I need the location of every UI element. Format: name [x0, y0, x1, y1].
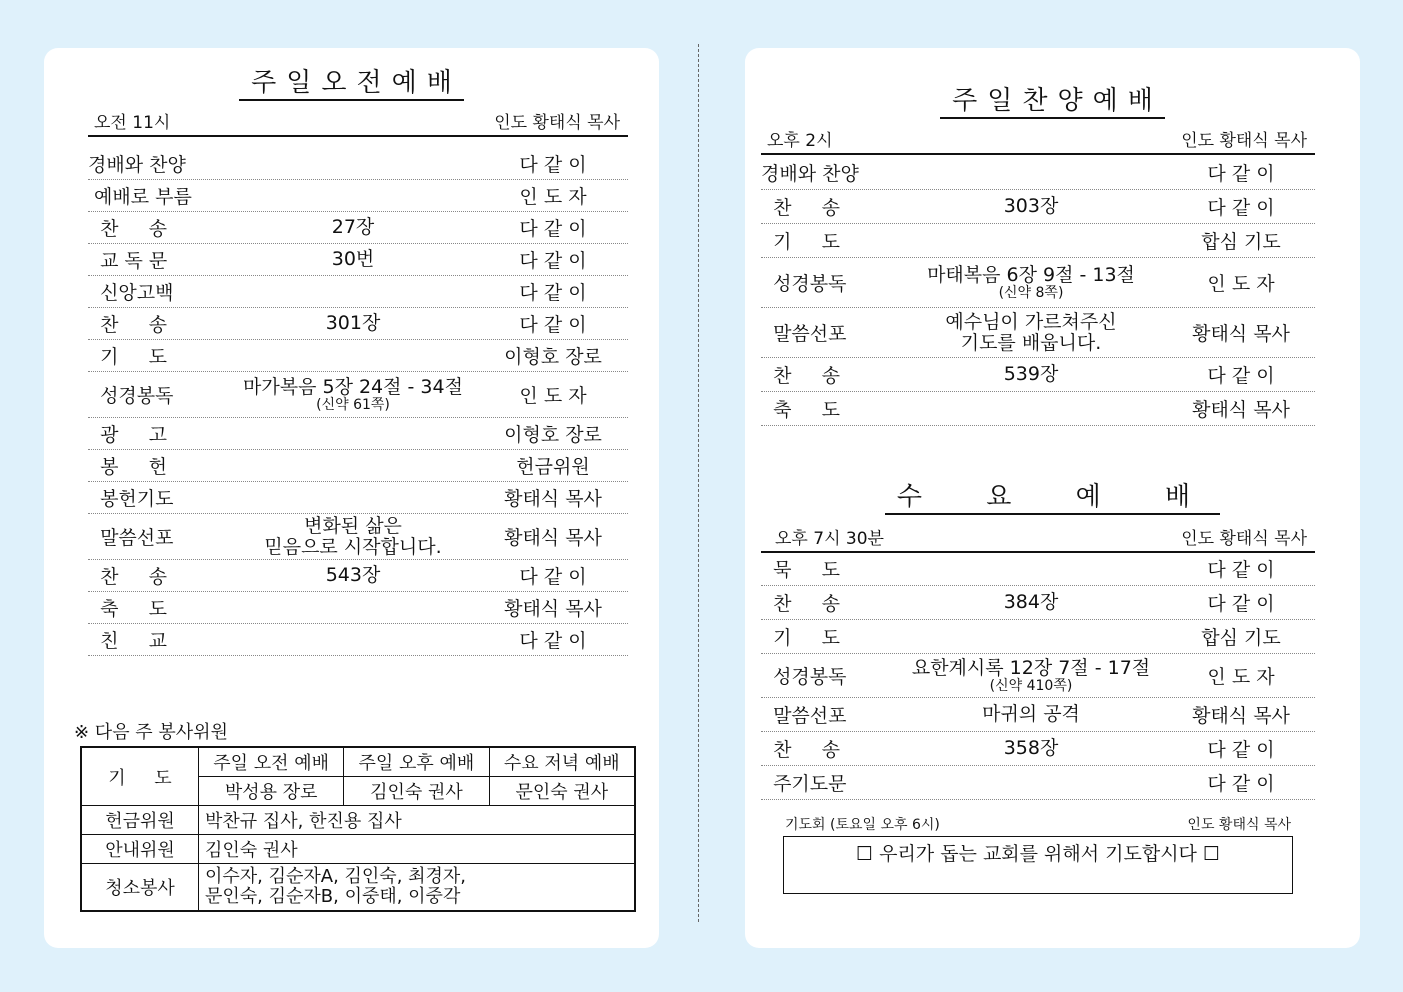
order-content	[228, 565, 478, 586]
order-item: 성경봉독	[761, 273, 847, 295]
duty-prayer-name: 김인숙 권사	[344, 777, 489, 806]
order-row	[88, 148, 628, 180]
order-participant: 황태식 목사	[504, 488, 602, 510]
order-content-text: 303장	[1003, 195, 1059, 218]
order-row	[761, 732, 1315, 766]
order-content-text: 543장	[325, 564, 381, 587]
order-content	[895, 704, 1167, 725]
order-item: 축 도	[88, 598, 167, 620]
order-content	[895, 364, 1167, 385]
duty-header: 주일 오후 예배	[344, 747, 489, 777]
order-content	[228, 217, 478, 238]
order-item: 기 도	[761, 231, 840, 253]
order-content	[895, 592, 1167, 613]
order-participant: 인 도 자	[1207, 273, 1275, 295]
order-participant: 합심 기도	[1201, 627, 1281, 649]
order-item: 말씀선포	[88, 527, 174, 549]
order-row	[88, 212, 628, 244]
order-participant: 황태식 목사	[1192, 323, 1290, 345]
order-participant: 황태식 목사	[1192, 705, 1290, 727]
order-item: 성경봉독	[88, 385, 174, 407]
order-content-text: 마태복음 6장 9절 - 13절	[927, 264, 1135, 287]
order-item: 경배와 찬양	[88, 154, 186, 176]
duty-prayer-name: 박성용 장로	[199, 777, 344, 806]
duty-cleaning-names	[199, 864, 636, 912]
order-item: 기 도	[761, 627, 840, 649]
order-row	[761, 766, 1315, 800]
order-row	[88, 418, 628, 450]
duty-note: ※ 다음 주 봉사위원	[74, 722, 228, 743]
order-row	[88, 450, 628, 482]
order-participant: 다 같 이	[519, 154, 587, 176]
order-row	[761, 620, 1315, 654]
wednesday-title	[745, 476, 1360, 513]
order-item: 기 도	[88, 346, 167, 368]
duty-cleaning-line: 이수자, 김순자A, 김인숙, 최경자,	[205, 866, 467, 888]
order-participant: 인 도 자	[1207, 666, 1275, 688]
order-content	[228, 516, 478, 558]
prayer-meeting-meta	[745, 814, 1315, 834]
sunday-morning-title	[44, 62, 659, 99]
service-leader: 인도 황태식 목사	[1181, 529, 1307, 549]
order-scripture-page: (신약 61쪽)	[316, 396, 390, 413]
order-row	[88, 276, 628, 308]
order-content	[895, 658, 1167, 693]
duty-cleaning-line: 문인숙, 김순자B, 이중태, 이중각	[205, 886, 461, 907]
order-participant: 다 같 이	[1207, 365, 1275, 387]
service-leader: 인도 황태식 목사	[1181, 131, 1307, 151]
order-content-text: 27장	[331, 216, 375, 239]
order-participant: 다 같 이	[519, 218, 587, 240]
sunday-morning-meta	[88, 108, 628, 137]
order-content-text: 384장	[1003, 591, 1059, 614]
order-row	[88, 340, 628, 372]
order-content-text: 마귀의 공격	[982, 703, 1080, 726]
order-row	[761, 698, 1315, 732]
order-content	[895, 265, 1167, 300]
order-row	[761, 552, 1315, 586]
order-item: 찬 송	[88, 314, 167, 336]
order-row	[88, 308, 628, 340]
order-item: 찬 송	[761, 197, 840, 219]
order-row	[88, 372, 628, 418]
order-row	[761, 190, 1315, 224]
order-row	[88, 482, 628, 514]
service-time: 오후 2시	[767, 131, 833, 151]
sunday-morning-panel	[44, 48, 659, 948]
order-item: 교 독 문	[88, 250, 168, 272]
order-row	[761, 358, 1315, 392]
order-participant: 황태식 목사	[504, 527, 602, 549]
order-participant: 다 같 이	[1207, 197, 1275, 219]
page-divider	[698, 44, 699, 922]
order-content	[895, 738, 1167, 759]
order-content-text: 301장	[325, 312, 381, 335]
wednesday-order	[761, 552, 1315, 800]
order-content-text: 믿음으로 시작합니다.	[264, 535, 442, 558]
prayer-meeting-time: 기도회 (토요일 오후 6시)	[785, 817, 940, 833]
order-row	[88, 560, 628, 592]
prayer-message: ☐ 우리가 돕는 교회를 위해서 기도합시다 ☐	[856, 843, 1220, 865]
order-item: 주기도문	[761, 773, 847, 795]
order-participant: 이형호 장로	[504, 346, 602, 368]
order-participant: 다 같 이	[519, 630, 587, 652]
order-participant: 황태식 목사	[1192, 399, 1290, 421]
wednesday-title-text: 수 요 예 배	[885, 482, 1220, 515]
duty-header: 수요 저녁 예배	[489, 747, 635, 777]
order-content-text: 마가복음 5장 24절 - 34절	[243, 376, 463, 399]
order-participant: 다 같 이	[1207, 593, 1275, 615]
order-content-text: 539장	[1003, 363, 1059, 386]
service-time: 오후 7시 30분	[775, 529, 884, 549]
order-participant: 다 같 이	[519, 314, 587, 336]
duty-cleaning-label: 청소봉사	[81, 864, 199, 912]
order-participant: 다 같 이	[1207, 773, 1275, 795]
order-content	[228, 249, 478, 270]
order-row	[88, 624, 628, 656]
order-item: 찬 송	[88, 566, 167, 588]
duty-offering-label: 헌금위원	[81, 806, 199, 835]
order-item: 친 교	[88, 630, 167, 652]
order-row	[761, 156, 1315, 190]
sunday-morning-order	[88, 148, 628, 656]
order-participant: 합심 기도	[1201, 231, 1281, 253]
duty-prayer-label: 기 도	[81, 747, 199, 806]
order-participant: 다 같 이	[519, 282, 587, 304]
service-leader: 인도 황태식 목사	[494, 113, 620, 133]
sunday-praise-meta	[761, 126, 1315, 155]
order-participant: 인 도 자	[519, 385, 587, 407]
order-content	[895, 196, 1167, 217]
order-item: 광 고	[88, 424, 167, 446]
order-item: 찬 송	[761, 593, 840, 615]
order-item: 예배로 부름	[88, 186, 192, 208]
order-row	[88, 514, 628, 560]
order-row	[761, 308, 1315, 358]
order-item: 찬 송	[88, 218, 167, 240]
duty-prayer-name: 문인숙 권사	[489, 777, 635, 806]
order-participant: 다 같 이	[519, 250, 587, 272]
order-participant: 황태식 목사	[504, 598, 602, 620]
sunday-praise-title	[745, 80, 1360, 117]
order-row	[761, 586, 1315, 620]
sunday-praise-panel	[745, 48, 1360, 948]
order-row	[88, 592, 628, 624]
order-content-text: 예수님이 가르쳐주신	[945, 310, 1117, 333]
order-participant: 다 같 이	[1207, 163, 1275, 185]
order-item: 말씀선포	[761, 705, 847, 727]
wednesday-meta	[761, 524, 1315, 553]
order-item: 봉헌기도	[88, 488, 174, 510]
order-content-text: 30번	[331, 248, 375, 271]
sunday-praise-title-text: 주일찬양예배	[940, 86, 1165, 119]
prayer-meeting-leader: 인도 황태식 목사	[1187, 817, 1291, 833]
duty-offering-names: 박찬규 집사, 한진용 집사	[199, 806, 636, 835]
service-time: 오전 11시	[94, 113, 171, 133]
order-item: 말씀선포	[761, 323, 847, 345]
order-item: 경배와 찬양	[761, 163, 859, 185]
order-participant: 헌금위원	[516, 456, 590, 478]
order-row	[761, 258, 1315, 308]
order-participant: 다 같 이	[1207, 559, 1275, 581]
order-participant: 다 같 이	[1207, 739, 1275, 761]
order-item: 봉 헌	[88, 456, 167, 478]
order-row	[88, 180, 628, 212]
sunday-morning-title-text: 주일오전예배	[239, 68, 464, 101]
order-scripture-page: (신약 410쪽)	[989, 677, 1073, 694]
order-item: 찬 송	[761, 739, 840, 761]
order-row	[761, 224, 1315, 258]
order-item: 묵 도	[761, 559, 840, 581]
duty-table	[80, 746, 636, 912]
order-content-text: 변화된 삶은	[304, 514, 402, 537]
order-item: 찬 송	[761, 365, 840, 387]
duty-usher-label: 안내위원	[81, 835, 199, 864]
order-content	[228, 377, 478, 412]
order-item: 축 도	[761, 399, 840, 421]
duty-header: 주일 오전 예배	[199, 747, 344, 777]
order-scripture-page: (신약 8쪽)	[998, 284, 1064, 301]
order-item: 성경봉독	[761, 666, 847, 688]
duty-usher-names: 김인숙 권사	[199, 835, 636, 864]
order-row	[88, 244, 628, 276]
order-row	[761, 392, 1315, 426]
order-participant: 인 도 자	[519, 186, 587, 208]
prayer-message-box	[783, 836, 1293, 894]
order-participant: 다 같 이	[519, 566, 587, 588]
order-content-text: 기도를 배웁니다.	[960, 331, 1102, 354]
order-participant: 이형호 장로	[504, 424, 602, 446]
order-row	[761, 654, 1315, 698]
order-item: 신앙고백	[88, 282, 174, 304]
order-content	[228, 313, 478, 334]
sunday-praise-order	[761, 156, 1315, 426]
order-content	[895, 312, 1167, 354]
order-content-text: 요한계시록 12장 7절 - 17절	[911, 657, 1151, 680]
order-content-text: 358장	[1003, 737, 1059, 760]
